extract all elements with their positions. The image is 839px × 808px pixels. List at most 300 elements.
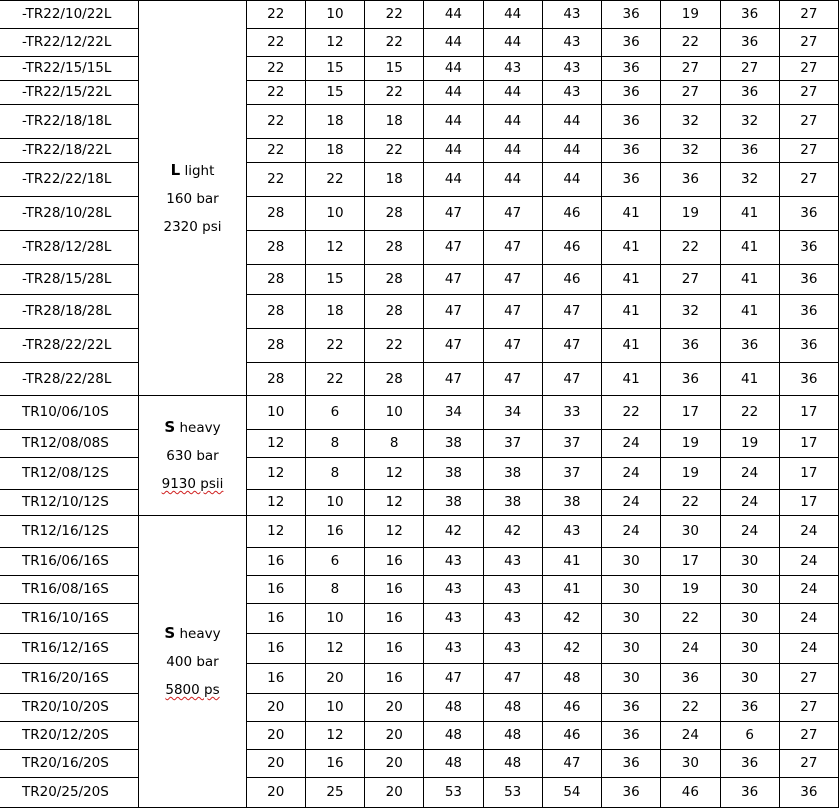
dimension-value: 28 [246,295,305,329]
dimension-value: 19 [661,458,720,490]
dimension-value: 36 [720,139,779,163]
part-code: TR16/08/16S [0,576,139,604]
dimension-value: 22 [365,29,424,57]
dimension-value: 36 [661,363,720,396]
table-row [0,490,839,516]
dimension-value: 27 [779,29,838,57]
dimension-value: 24 [720,458,779,490]
dimension-value: 22 [305,363,364,396]
dimension-value: 43 [483,634,542,664]
dimension-value: 10 [246,396,305,430]
dimension-value: 24 [661,722,720,750]
dimension-value: 30 [661,750,720,778]
dimension-value: 22 [661,231,720,265]
dimension-value: 18 [365,163,424,197]
part-code: TR12/08/12S [0,458,139,490]
table-row [0,363,839,396]
dimension-value: 43 [483,57,542,81]
dimension-value: 10 [305,604,364,634]
dimension-value: 16 [246,576,305,604]
dimension-value: 17 [661,548,720,576]
dimension-value: 36 [779,329,838,363]
group-pressure-psi: 9130 psii [161,476,224,492]
part-code: -TR28/15/28L [0,265,139,295]
dimension-value: 27 [661,265,720,295]
dimension-value: 47 [424,664,483,694]
dimension-value: 8 [305,430,364,458]
dimension-value: 47 [424,197,483,231]
table-row [0,396,839,430]
table-row [0,295,839,329]
table-row [0,139,839,163]
dimension-value: 41 [720,265,779,295]
dimension-value: 43 [542,516,601,548]
dimension-value: 20 [246,694,305,722]
dimension-value: 24 [779,516,838,548]
dimension-value: 28 [246,197,305,231]
dimension-value: 19 [720,430,779,458]
table-row [0,430,839,458]
dimension-value: 42 [483,516,542,548]
dimension-value: 32 [661,105,720,139]
dimension-value: 16 [365,576,424,604]
dimension-value: 24 [661,634,720,664]
dimension-value: 22 [305,329,364,363]
part-code: -TR22/22/18L [0,163,139,197]
dimension-value: 19 [661,1,720,29]
dimension-value: 22 [720,396,779,430]
dimension-value: 44 [483,29,542,57]
dimension-value: 30 [602,664,661,694]
group-type: heavy [179,626,221,642]
dimension-value: 20 [305,664,364,694]
part-code: TR20/16/20S [0,750,139,778]
part-code: TR20/25/20S [0,778,139,808]
dimension-value: 32 [720,105,779,139]
dimension-value: 43 [542,81,601,105]
dimension-value: 20 [365,778,424,808]
dimension-value: 27 [779,81,838,105]
dimension-value: 44 [424,29,483,57]
dimension-value: 16 [246,664,305,694]
pressure-group-label [139,1,246,396]
dimension-value: 53 [483,778,542,808]
dimension-value: 18 [305,105,364,139]
dimension-value: 12 [365,458,424,490]
dimension-value: 25 [305,778,364,808]
dimension-value: 12 [246,430,305,458]
dimension-value: 41 [602,265,661,295]
dimension-value: 47 [542,363,601,396]
part-code: -TR22/10/22L [0,1,139,29]
dimension-value: 38 [424,458,483,490]
dimension-value: 41 [602,231,661,265]
dimension-value: 36 [779,295,838,329]
table-row [0,197,839,231]
dimension-value: 16 [365,604,424,634]
part-code: TR16/12/16S [0,634,139,664]
part-code: -TR28/18/28L [0,295,139,329]
dimension-value: 48 [542,664,601,694]
dimension-value: 12 [305,231,364,265]
dimension-value: 15 [305,265,364,295]
dimension-value: 18 [305,295,364,329]
dimension-value: 17 [779,458,838,490]
dimension-value: 44 [483,81,542,105]
part-code: -TR22/18/22L [0,139,139,163]
table-row [0,231,839,265]
dimension-value: 32 [661,139,720,163]
dimension-value: 22 [661,604,720,634]
dimension-value: 30 [720,634,779,664]
dimension-value: 10 [365,396,424,430]
part-code: TR12/08/08S [0,430,139,458]
dimension-value: 8 [305,576,364,604]
dimension-value: 20 [246,722,305,750]
dimension-value: 46 [542,694,601,722]
table-row [0,81,839,105]
dimension-value: 41 [602,329,661,363]
dimension-value: 36 [720,81,779,105]
dimension-value: 16 [246,548,305,576]
dimension-value: 36 [779,231,838,265]
dimension-value: 43 [424,576,483,604]
dimension-value: 27 [779,163,838,197]
dimension-value: 48 [424,750,483,778]
dimension-value: 24 [779,576,838,604]
group-pressure-psi: 2320 psi [163,218,222,235]
dimension-value: 16 [246,634,305,664]
dimension-value: 6 [720,722,779,750]
dimension-value: 46 [661,778,720,808]
dimension-value: 24 [779,634,838,664]
dimension-value: 53 [424,778,483,808]
dimension-value: 16 [365,634,424,664]
dimension-value: 36 [602,778,661,808]
group-letter: L [170,160,181,179]
dimension-value: 6 [305,396,364,430]
dimension-value: 30 [602,548,661,576]
dimension-value: 47 [424,295,483,329]
dimension-value: 19 [661,576,720,604]
dimension-value: 22 [661,490,720,516]
dimension-value: 22 [365,139,424,163]
part-code: -TR28/22/22L [0,329,139,363]
dimension-value: 19 [661,430,720,458]
dimension-value: 36 [720,778,779,808]
group-pressure-psi: 5800 ps [165,682,220,698]
table-row [0,163,839,197]
dimension-value: 24 [779,604,838,634]
dimension-value: 36 [602,163,661,197]
table-row [0,548,839,576]
dimension-value: 47 [483,295,542,329]
dimension-value: 36 [602,105,661,139]
table-row [0,664,839,694]
dimension-value: 36 [602,139,661,163]
dimension-value: 16 [365,664,424,694]
dimension-value: 22 [246,105,305,139]
dimension-value: 30 [661,516,720,548]
dimension-value: 43 [424,548,483,576]
dimension-value: 12 [305,722,364,750]
dimension-value: 27 [779,722,838,750]
dimension-value: 47 [424,363,483,396]
dimension-value: 27 [779,694,838,722]
dimension-value: 20 [246,750,305,778]
part-code: -TR22/15/15L [0,57,139,81]
dimension-value: 36 [602,722,661,750]
dimension-value: 8 [365,430,424,458]
group-pressure-bar: 160 bar [166,190,219,207]
dimension-value: 47 [483,265,542,295]
dimension-value: 43 [424,604,483,634]
dimension-value: 24 [720,516,779,548]
dimension-value: 15 [305,57,364,81]
dimension-value: 6 [305,548,364,576]
dimension-value: 44 [424,163,483,197]
dimension-value: 20 [365,722,424,750]
dimension-value: 16 [305,516,364,548]
dimension-value: 44 [483,139,542,163]
group-type: light [184,162,215,179]
dimension-value: 44 [483,105,542,139]
dimension-value: 43 [483,548,542,576]
group-type: heavy [179,420,221,436]
dimension-value: 24 [779,548,838,576]
part-code: TR12/16/12S [0,516,139,548]
dimension-value: 36 [779,265,838,295]
dimension-value: 27 [779,1,838,29]
dimension-value: 22 [246,81,305,105]
group-letter: S [164,624,176,642]
part-code: -TR22/15/22L [0,81,139,105]
dimension-value: 48 [483,694,542,722]
dimension-value: 28 [365,295,424,329]
dimension-value: 44 [542,105,601,139]
dimension-value: 42 [542,604,601,634]
table-row [0,750,839,778]
dimension-value: 38 [424,430,483,458]
table-row [0,634,839,664]
table-row [0,576,839,604]
dimension-value: 22 [246,139,305,163]
dimension-value: 41 [602,197,661,231]
dimension-value: 47 [424,231,483,265]
dimension-value: 36 [720,750,779,778]
dimension-value: 10 [305,1,364,29]
part-code: TR16/06/16S [0,548,139,576]
dimension-value: 41 [542,576,601,604]
dimension-value: 36 [779,363,838,396]
part-code: TR16/10/16S [0,604,139,634]
dimension-value: 43 [483,576,542,604]
dimension-value: 32 [661,295,720,329]
dimension-value: 30 [720,576,779,604]
dimension-value: 41 [542,548,601,576]
dimension-value: 27 [661,57,720,81]
part-code: TR20/12/20S [0,722,139,750]
dimension-value: 18 [305,139,364,163]
dimension-value: 12 [246,490,305,516]
dimension-value: 30 [720,664,779,694]
dimension-value: 34 [424,396,483,430]
dimension-value: 47 [483,197,542,231]
dimension-value: 36 [602,1,661,29]
dimension-value: 27 [779,664,838,694]
table-row [0,516,839,548]
part-code: TR16/20/16S [0,664,139,694]
dimension-value: 36 [602,750,661,778]
dimension-value: 28 [365,265,424,295]
dimension-value: 20 [365,694,424,722]
dimension-value: 43 [542,1,601,29]
dimension-value: 38 [424,490,483,516]
dimension-value: 22 [246,29,305,57]
dimension-value: 28 [246,231,305,265]
dimension-value: 48 [424,722,483,750]
dimension-value: 36 [661,163,720,197]
dimension-value: 41 [720,197,779,231]
dimension-value: 24 [602,458,661,490]
table-row [0,329,839,363]
dimension-value: 48 [483,750,542,778]
dimension-value: 22 [602,396,661,430]
dimension-value: 44 [483,163,542,197]
group-pressure-bar: 630 bar [166,448,219,464]
dimension-value: 12 [305,29,364,57]
dimension-value: 46 [542,197,601,231]
dimension-value: 36 [720,694,779,722]
dimension-value: 20 [246,778,305,808]
dimension-value: 22 [365,329,424,363]
dimension-value: 22 [661,29,720,57]
part-code: -TR22/18/18L [0,105,139,139]
dimension-value: 24 [602,490,661,516]
dimension-value: 47 [424,329,483,363]
dimension-value: 42 [424,516,483,548]
dimension-value: 27 [779,105,838,139]
dimension-value: 30 [602,576,661,604]
table-row [0,265,839,295]
dimension-value: 12 [246,516,305,548]
dimension-value: 46 [542,722,601,750]
dimension-value: 36 [720,29,779,57]
dimension-value: 54 [542,778,601,808]
dimension-value: 47 [542,295,601,329]
dimension-value: 37 [542,430,601,458]
table-row [0,1,839,29]
dimension-value: 33 [542,396,601,430]
dimension-value: 44 [424,1,483,29]
dimension-value: 17 [779,490,838,516]
dimension-value: 42 [542,634,601,664]
dimension-value: 22 [305,163,364,197]
dimension-value: 17 [779,430,838,458]
part-code: -TR28/22/28L [0,363,139,396]
dimension-value: 30 [720,548,779,576]
dimension-value: 18 [365,105,424,139]
table-row [0,458,839,490]
table-row [0,604,839,634]
dimension-value: 16 [246,604,305,634]
dimension-value: 36 [779,197,838,231]
dimension-value: 24 [602,430,661,458]
table-row [0,57,839,81]
dimension-value: 27 [779,139,838,163]
dimension-value: 36 [720,1,779,29]
dimension-value: 27 [779,57,838,81]
dimension-value: 41 [602,363,661,396]
dimension-value: 44 [424,57,483,81]
dimension-value: 10 [305,197,364,231]
dimension-value: 27 [661,81,720,105]
dimension-value: 36 [779,778,838,808]
dimension-value: 30 [602,604,661,634]
dimension-value: 44 [424,139,483,163]
part-code: TR20/10/20S [0,694,139,722]
dimension-value: 24 [720,490,779,516]
dimension-value: 41 [720,295,779,329]
dimension-value: 22 [246,57,305,81]
dimension-value: 38 [483,490,542,516]
part-code: -TR28/12/28L [0,231,139,265]
dimension-value: 30 [720,604,779,634]
dimension-value: 43 [542,29,601,57]
table-row [0,105,839,139]
dimension-value: 28 [365,231,424,265]
table-body [0,1,839,808]
dimension-value: 46 [542,265,601,295]
dimension-value: 28 [365,197,424,231]
part-code: -TR28/10/28L [0,197,139,231]
dimension-value: 47 [483,664,542,694]
dimension-value: 48 [483,722,542,750]
dimension-value: 44 [424,81,483,105]
table-row [0,694,839,722]
dimension-value: 47 [424,265,483,295]
dimension-value: 20 [365,750,424,778]
dimension-value: 46 [542,231,601,265]
dimension-value: 43 [424,634,483,664]
dimension-value: 37 [542,458,601,490]
dimension-value: 28 [246,363,305,396]
dimension-value: 47 [483,363,542,396]
part-code: TR10/06/10S [0,396,139,430]
dimension-value: 34 [483,396,542,430]
dimension-value: 36 [720,329,779,363]
group-letter: S [164,418,176,436]
dimension-value: 41 [720,231,779,265]
part-code: -TR22/12/22L [0,29,139,57]
dimension-value: 47 [542,750,601,778]
dimension-value: 41 [720,363,779,396]
dimension-value: 15 [305,81,364,105]
dimension-value: 22 [246,163,305,197]
dimension-value: 44 [542,139,601,163]
dimension-value: 36 [661,329,720,363]
dimension-value: 48 [424,694,483,722]
dimension-value: 28 [246,265,305,295]
dimension-value: 36 [602,57,661,81]
dimension-value: 22 [365,81,424,105]
dimension-value: 44 [542,163,601,197]
dimension-value: 28 [246,329,305,363]
dimension-value: 17 [779,396,838,430]
dimension-value: 36 [602,694,661,722]
dimension-value: 10 [305,490,364,516]
dimension-value: 10 [305,694,364,722]
